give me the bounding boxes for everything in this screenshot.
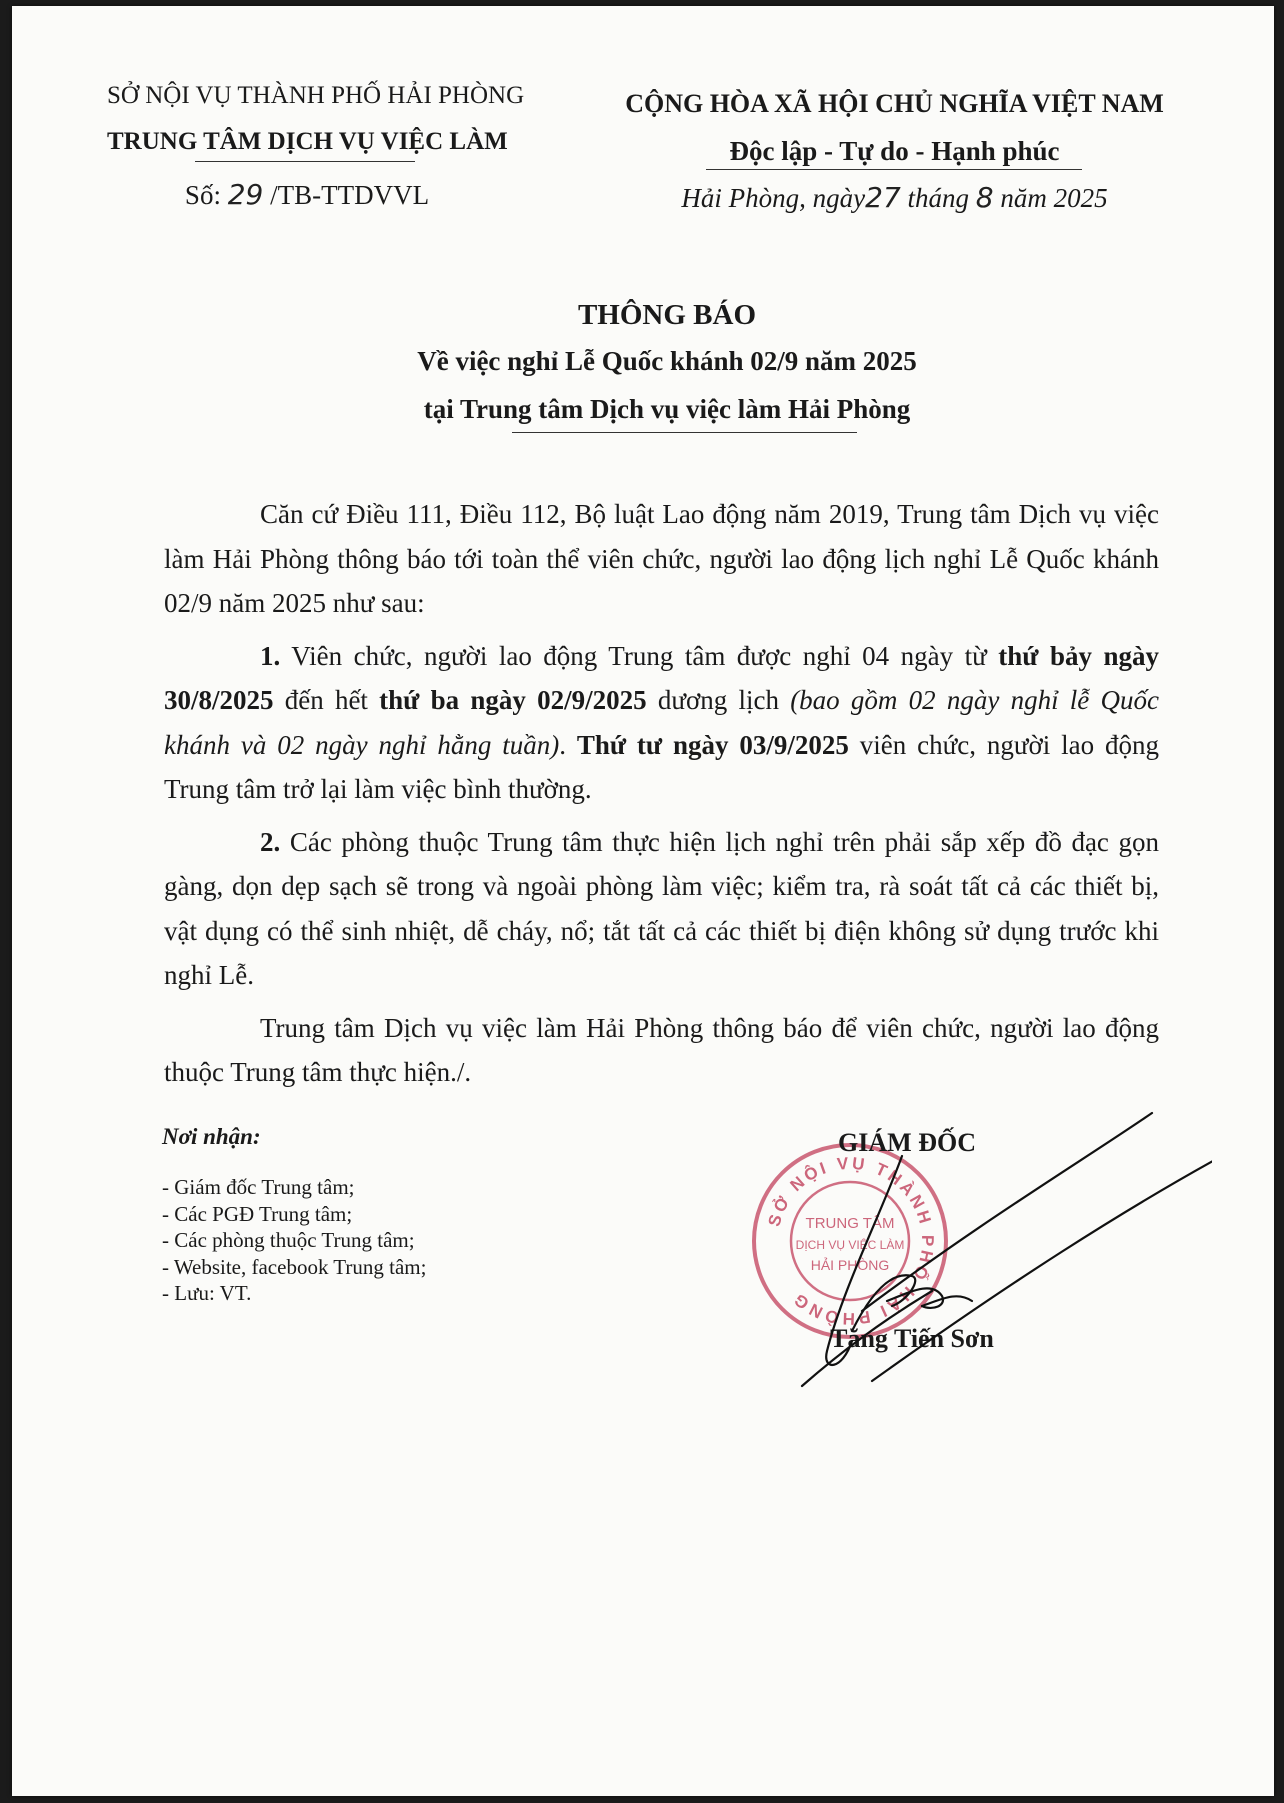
number-suffix: /TB-TTDVVL [270,180,430,210]
motto-underline [706,169,1082,170]
item-1-paragraph [164,634,1159,812]
item-2-text: Các phòng thuộc Trung tâm thực hiện lịch nghỉ trên phải sắp xếp đồ đạc gọn gàng, dọn dẹp sạch sẽ trong và ngoài phòng làm việc; kiểm tra, rà soát tất cả các thiết bị, vật dụng có thể sinh nhiệt, dễ cháy, nổ; tắt tất cả các thiết bị điện không sử dụng trước khi nghỉ Lễ. [164,826,1159,990]
recipients-title: Nơi nhận: [162,1124,261,1149]
intro-paragraph: Căn cứ Điều 111, Điều 112, Bộ luật Lao động năm 2019, Trung tâm Dịch vụ việc làm Hải Phòng thông báo tới toàn thể viên chức, người lao động lịch nghỉ Lễ Quốc khánh 02/9 năm 2025 như sau: [164,499,1159,618]
document-subject-line-1: Về việc nghỉ Lễ Quốc khánh 02/9 năm 2025 [417,346,917,376]
item-2-paragraph [164,820,1159,998]
document-subject-line-2: tại Trung tâm Dịch vụ việc làm Hải Phòng [423,394,911,424]
recipient-item: - Lưu: VT. [162,1281,252,1305]
item-2-number: 2. [260,826,281,857]
item-1-return-date: Thứ tư ngày 03/9/2025 [576,729,849,760]
stamp-center-1: TRUNG TÂM [805,1215,895,1232]
recipient-item: - Các phòng thuộc Trung tâm; [162,1228,415,1252]
stamp-center-2: DỊCH VỤ VIỆC LÀM [795,1238,905,1252]
item-1-end-date: thứ ba ngày 02/9/2025 [379,685,647,715]
document-number [107,178,507,211]
recipient-item: - Website, facebook Trung tâm; [162,1254,427,1279]
number-value: 29 [227,178,264,211]
item-1-start-date: thứ bảy ngày 30/8/2025 [164,640,1159,715]
stamp-center-3: HẢI PHÒNG [810,1257,890,1273]
item-1-text-b: đến hết [273,685,380,715]
closing-paragraph: Trung tâm Dịch vụ việc làm Hải Phòng thông báo để viên chức, người lao động thuộc Trung tâm thực hiện./. [164,1012,1159,1087]
item-1-text-c: dương lịch [646,685,791,715]
title-underline [512,432,857,433]
handwritten-signature [782,1101,1212,1401]
issuing-agency: TRUNG TÂM DỊCH VỤ VIỆC LÀM [107,128,508,155]
recipient-item: - Các PGĐ Trung tâm; [162,1201,353,1226]
item-1-number: 1. [260,640,281,671]
signer-name: Tăng Tiến Sơn [830,1324,994,1353]
item-1-text-e: viên chức, người lao động Trung tâm trở lại làm việc bình thường. [164,729,1159,804]
agency-underline [195,161,415,162]
national-motto: Độc lập - Tự do - Hạnh phúc [729,136,1060,166]
recipient-item: - Giám đốc Trung tâm; [162,1175,355,1199]
stamp-ring-text: SỞ NỘI VỤ THÀNH PHỐ HẢI PHÒNG [764,1153,938,1329]
recipients-list [162,1174,426,1307]
document-title: THÔNG BÁO [577,299,757,331]
date-place: Hải Phòng, ngày [681,183,866,213]
date-year: năm 2025 [1000,183,1108,213]
item-1-text-d: . [559,729,577,760]
number-prefix: Số: [184,180,221,210]
signer-title: GIÁM ĐỐC [838,1128,976,1157]
item-1-note: (bao gồm 02 ngày nghỉ lễ Quốc khánh và 02 ngày nghỉ hằng tuần) [164,685,1159,760]
issuing-ministry: SỞ NỘI VỤ THÀNH PHỐ HẢI PHÒNG [107,82,525,109]
nation-name: CỘNG HÒA XÃ HỘI CHỦ NGHĨA VIỆT NAM [625,89,1164,118]
document-body [164,492,1159,1103]
document-date [607,181,1182,214]
document-page [12,6,1274,1796]
date-day: 27 [865,181,901,214]
item-1-text-a: Viên chức, người lao động Trung tâm được nghỉ 04 ngày từ [280,640,999,671]
date-month-label: tháng [907,183,970,213]
date-month: 8 [975,181,994,214]
